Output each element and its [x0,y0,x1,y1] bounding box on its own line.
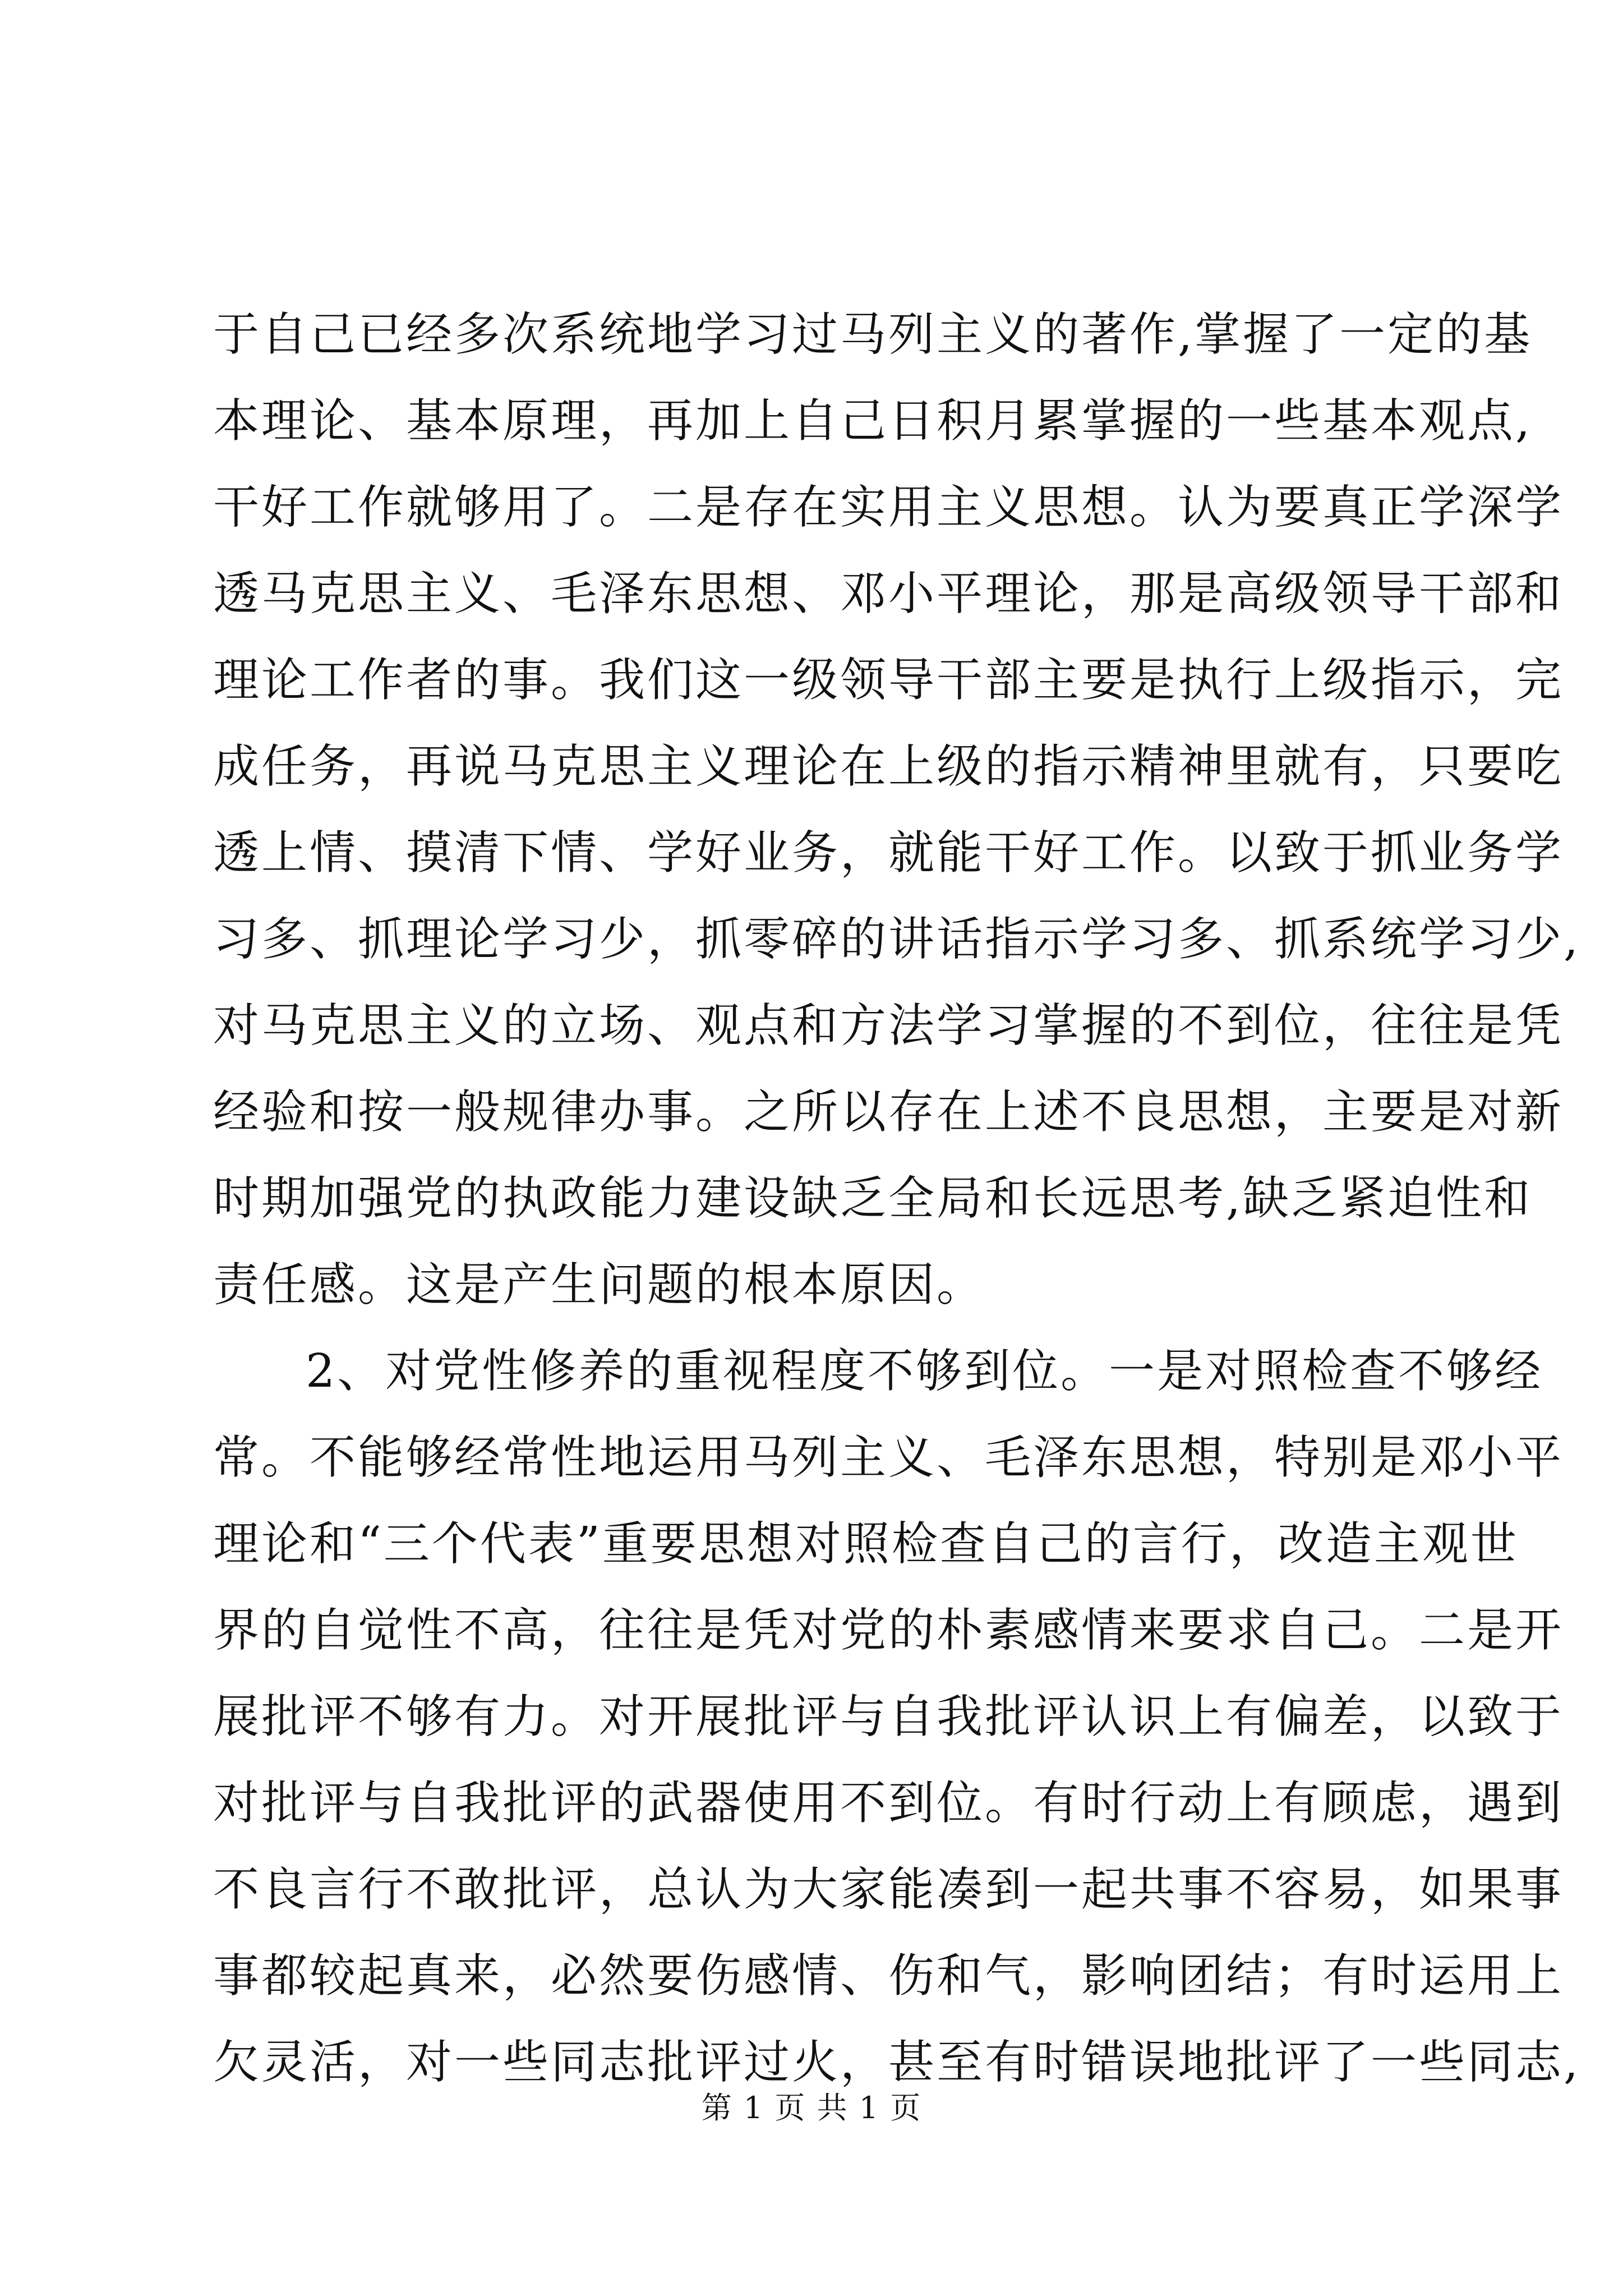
text-line: 界的自觉性不高，往往是凭对党的朴素感情来要求自己。二是开 [213,1604,1564,1657]
document-body [213,292,1581,2106]
paragraph-2 [213,1328,1581,2106]
text-line: 事都较起真来，必然要伤感情、伤和气，影响团结；有时运用上 [213,1949,1564,2003]
text-line: 对马克思主义的立场、观点和方法学习掌握的不到位，往往是凭 [213,999,1564,1052]
text-line: 成任务，再说马克思主义理论在上级的指示精神里就有，只要吃 [213,740,1564,793]
text-line: 理论和“三个代表”重要思想对照检查自己的言行，改造主观世 [213,1517,1519,1571]
text-line: 不良言行不敢批评，总认为大家能凑到一起共事不容易，如果事 [213,1863,1564,1916]
text-line: 于自己已经多次系统地学习过马列主义的著作,掌握了一定的基 [213,308,1533,361]
text-line: 展批评不够有力。对开展批评与自我批评认识上有偏差，以致于 [213,1690,1564,1743]
text-line: 本理论、基本原理，再加上自己日积月累掌握的一些基本观点, [213,394,1533,448]
text-line: 干好工作就够用了。二是存在实用主义思想。认为要真正学深学 [213,481,1564,534]
text-line: 经验和按一般规律办事。之所以存在上述不良思想，主要是对新 [213,1085,1564,1139]
text-line: 责任感。这是产生问题的根本原因。 [213,1258,985,1312]
text-line: 习多、抓理论学习少，抓零碎的讲话指示学习多、抓系统学习少, [213,913,1581,966]
text-line: 常。不能够经常性地运用马列主义、毛泽东思想，特别是邓小平 [213,1431,1564,1484]
text-line: 时期加强党的执政能力建设缺乏全局和长远思考,缺乏紧迫性和 [213,1172,1533,1225]
text-line: 透上情、摸清下情、学好业务，就能干好工作。以致于抓业务学 [213,826,1564,880]
page-number-label: 第 1 页 共 1 页 [701,2090,922,2125]
text-line: 2、对党性修养的重视程度不够到位。一是对照检查不够经 [306,1345,1543,1398]
text-line: 理论工作者的事。我们这一级领导干部主要是执行上级指示，完 [213,654,1564,707]
paragraph-1 [213,292,1581,1328]
text-line: 对批评与自我批评的武器使用不到位。有时行动上有顾虑，遇到 [213,1777,1564,1830]
page-footer [0,2084,1623,2127]
text-line: 透马克思主义、毛泽东思想、邓小平理论，那是高级领导干部和 [213,567,1564,620]
text-line: 欠灵活，对一些同志批评过火，甚至有时错误地批评了一些同志, [213,2036,1581,2089]
